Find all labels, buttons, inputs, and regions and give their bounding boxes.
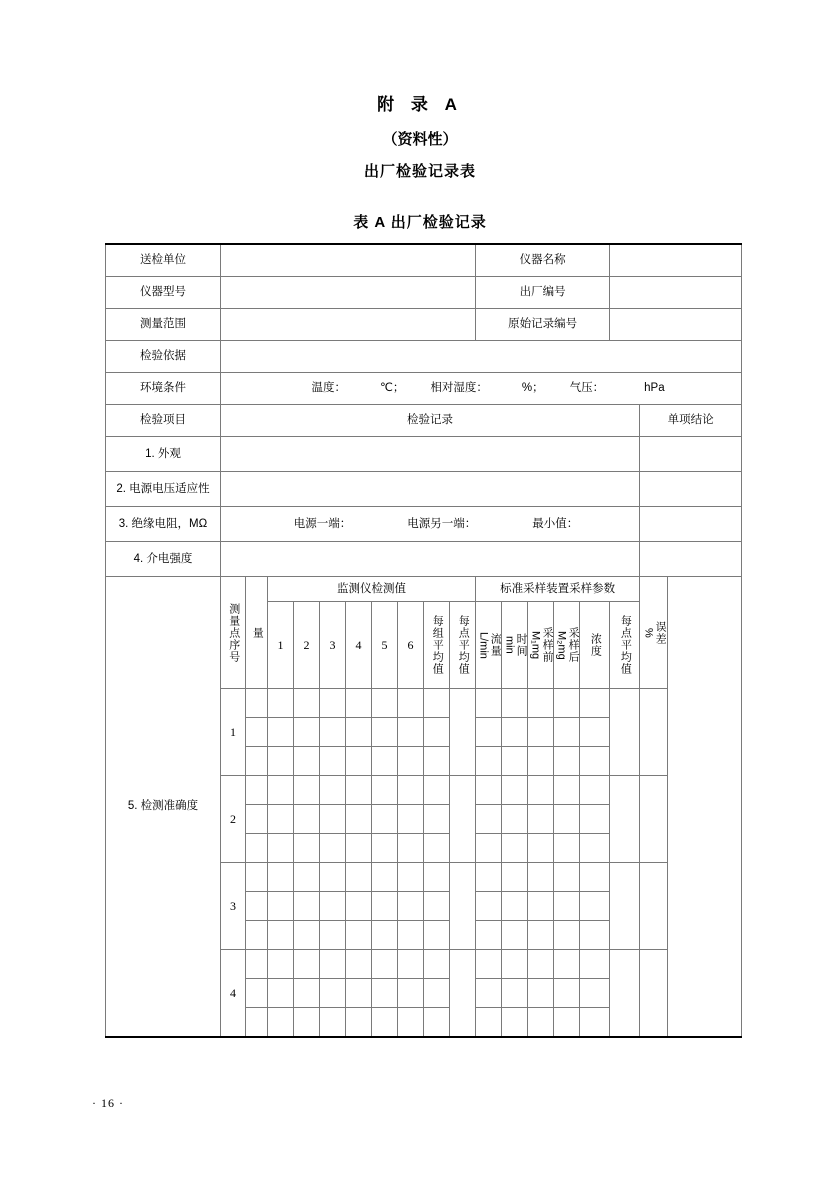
cell-flow-rate[interactable] [476, 805, 502, 834]
cell-reading-6[interactable] [398, 1008, 424, 1038]
col-header-pre-sampling-mass: 采样前 M₁mg [528, 602, 554, 689]
cell-reading-4[interactable] [346, 979, 372, 1008]
cell-reading-2[interactable] [294, 718, 320, 747]
cell-point-average-sampler[interactable] [610, 863, 640, 950]
cell-reading-4[interactable] [346, 805, 372, 834]
cell-sampling-time[interactable] [502, 921, 528, 950]
cell-concentration[interactable] [580, 892, 610, 921]
cell-point-average-sampler[interactable] [610, 776, 640, 863]
table-row [106, 405, 742, 437]
cell-group-average[interactable] [424, 892, 450, 921]
cell-point-average-monitor[interactable] [450, 689, 476, 776]
cell-post-sampling-mass[interactable] [554, 805, 580, 834]
cell-flow-rate[interactable] [476, 1008, 502, 1038]
col-header-sampling-time: 时间 min [502, 602, 528, 689]
cell-flow-rate[interactable] [476, 689, 502, 718]
table-row [106, 472, 742, 507]
cell-group-average[interactable] [424, 805, 450, 834]
cell-post-sampling-mass[interactable] [554, 979, 580, 1008]
cell-reading-4[interactable] [346, 776, 372, 805]
group-header-monitor-readings: 监测仪检测值 [268, 577, 476, 602]
item-appearance-record[interactable] [221, 437, 640, 472]
col-header-error: 误差 % [640, 577, 668, 689]
col-header-point-average-sampler: 每点平均值 [610, 602, 640, 689]
cell-reading-3[interactable] [320, 747, 346, 776]
cell-quantity[interactable] [246, 921, 268, 950]
table-row [106, 244, 742, 277]
cell-reading-4[interactable] [346, 950, 372, 979]
value-environment-conditions[interactable] [221, 373, 742, 405]
cell-reading-1[interactable] [268, 805, 294, 834]
cell-reading-3[interactable] [320, 776, 346, 805]
cell-reading-4[interactable] [346, 747, 372, 776]
cell-pre-sampling-mass[interactable] [528, 979, 554, 1008]
cell-reading-1[interactable] [268, 776, 294, 805]
cell-point-average-sampler[interactable] [610, 689, 640, 776]
temperature-label: 温度： [311, 382, 346, 395]
cell-reading-3[interactable] [320, 863, 346, 892]
label-sending-unit: 送检单位 [106, 244, 221, 277]
item-voltage-adaptability-conclusion[interactable] [640, 472, 742, 507]
label-environment-conditions: 环境条件 [106, 373, 221, 405]
cell-reading-4[interactable] [346, 689, 372, 718]
cell-quantity[interactable] [246, 979, 268, 1008]
cell-reading-3[interactable] [320, 921, 346, 950]
cell-reading-4[interactable] [346, 718, 372, 747]
item-appearance-label: 1. 外观 [106, 437, 221, 472]
cell-flow-rate[interactable] [476, 892, 502, 921]
cell-reading-2[interactable] [294, 1008, 320, 1038]
item-insulation-resistance-conclusion[interactable] [640, 507, 742, 542]
col-header-reading-2: 2 [294, 602, 320, 689]
cell-reading-3[interactable] [320, 892, 346, 921]
cell-post-sampling-mass[interactable] [554, 863, 580, 892]
cell-reading-3[interactable] [320, 950, 346, 979]
value-factory-number[interactable] [610, 277, 742, 309]
cell-concentration[interactable] [580, 689, 610, 718]
cell-error[interactable] [640, 950, 668, 1038]
form-name-title: 出厂检验记录表 [363, 163, 476, 180]
cell-concentration[interactable] [580, 834, 610, 863]
cell-reading-5[interactable] [372, 950, 398, 979]
cell-sampling-time[interactable] [502, 979, 528, 1008]
item-dielectric-strength-record[interactable] [221, 542, 640, 577]
cell-post-sampling-mass[interactable] [554, 689, 580, 718]
cell-reading-3[interactable] [320, 718, 346, 747]
informative-label: （资料性） [382, 131, 458, 148]
cell-post-sampling-mass[interactable] [554, 921, 580, 950]
cell-reading-3[interactable] [320, 1008, 346, 1038]
label-inspection-record: 检验记录 [221, 405, 640, 437]
cell-concentration[interactable] [580, 979, 610, 1008]
cell-post-sampling-mass[interactable] [554, 776, 580, 805]
cell-post-sampling-mass[interactable] [554, 747, 580, 776]
cell-error[interactable] [640, 689, 668, 776]
cell-group-average[interactable] [424, 863, 450, 892]
cell-point-average-monitor[interactable] [450, 863, 476, 950]
cell-reading-2[interactable] [294, 747, 320, 776]
cell-post-sampling-mass[interactable] [554, 718, 580, 747]
col-header-flow-rate: 流量 L/min [476, 602, 502, 689]
value-instrument-name[interactable] [610, 244, 742, 277]
cell-sampling-time[interactable] [502, 863, 528, 892]
cell-reading-5[interactable] [372, 689, 398, 718]
pressure-label: 气压： [569, 382, 605, 395]
item-dielectric-strength-conclusion[interactable] [640, 542, 742, 577]
cell-point-average-monitor[interactable] [450, 776, 476, 863]
appendix-title: 附 录 A [377, 95, 463, 114]
cell-reading-4[interactable] [346, 863, 372, 892]
cell-reading-1[interactable] [268, 921, 294, 950]
value-inspection-basis[interactable] [221, 341, 742, 373]
cell-sampling-time[interactable] [502, 834, 528, 863]
cell-point-average-sampler[interactable] [610, 950, 640, 1038]
cell-pre-sampling-mass[interactable] [528, 863, 554, 892]
cell-group-average[interactable] [424, 834, 450, 863]
cell-point-average-monitor[interactable] [450, 950, 476, 1038]
cell-reading-2[interactable] [294, 950, 320, 979]
cell-reading-2[interactable] [294, 921, 320, 950]
value-instrument-model[interactable] [221, 277, 476, 309]
cell-flow-rate[interactable] [476, 747, 502, 776]
item-detection-accuracy-label: 5. 检测准确度 [106, 577, 221, 1038]
cell-post-sampling-mass[interactable] [554, 950, 580, 979]
cell-reading-1[interactable] [268, 950, 294, 979]
cell-reading-1[interactable] [268, 689, 294, 718]
cell-reading-6[interactable] [398, 979, 424, 1008]
cell-pre-sampling-mass[interactable] [528, 805, 554, 834]
cell-reading-5[interactable] [372, 921, 398, 950]
col-header-quantity: 量 [246, 577, 268, 689]
table-row [106, 437, 742, 472]
label-original-record-number: 原始记录编号 [476, 309, 610, 341]
cell-group-average[interactable] [424, 689, 450, 718]
item-detection-accuracy-conclusion[interactable] [668, 577, 742, 1038]
cell-reading-5[interactable] [372, 892, 398, 921]
cell-reading-6[interactable] [398, 834, 424, 863]
cell-flow-rate[interactable] [476, 776, 502, 805]
cell-quantity[interactable] [246, 834, 268, 863]
cell-quantity[interactable] [246, 805, 268, 834]
cell-reading-2[interactable] [294, 979, 320, 1008]
cell-reading-5[interactable] [372, 863, 398, 892]
cell-group-average[interactable] [424, 747, 450, 776]
item-insulation-resistance-label: 3. 绝缘电阻，MΩ [106, 507, 221, 542]
cell-quantity[interactable] [246, 747, 268, 776]
cell-pre-sampling-mass[interactable] [528, 718, 554, 747]
cell-reading-1[interactable] [268, 1008, 294, 1038]
measurement-point-seq-2: 2 [221, 776, 246, 863]
cell-reading-4[interactable] [346, 834, 372, 863]
cell-group-average[interactable] [424, 718, 450, 747]
cell-pre-sampling-mass[interactable] [528, 834, 554, 863]
page-number: · 16 · [92, 1096, 124, 1110]
cell-concentration[interactable] [580, 718, 610, 747]
cell-quantity[interactable] [246, 689, 268, 718]
cell-group-average[interactable] [424, 1008, 450, 1038]
cell-group-average[interactable] [424, 950, 450, 979]
cell-reading-2[interactable] [294, 805, 320, 834]
cell-reading-4[interactable] [346, 1008, 372, 1038]
cell-concentration[interactable] [580, 747, 610, 776]
cell-reading-3[interactable] [320, 689, 346, 718]
cell-error[interactable] [640, 863, 668, 950]
table-row-accuracy-group-header [106, 577, 742, 602]
table-row [106, 507, 742, 542]
cell-sampling-time[interactable] [502, 776, 528, 805]
cell-concentration[interactable] [580, 776, 610, 805]
cell-pre-sampling-mass[interactable] [528, 892, 554, 921]
cell-sampling-time[interactable] [502, 892, 528, 921]
cell-reading-5[interactable] [372, 718, 398, 747]
col-header-concentration: 浓度 [580, 602, 610, 689]
pressure-unit: hPa [644, 382, 665, 395]
cell-pre-sampling-mass[interactable] [528, 1008, 554, 1038]
measurement-point-seq-4: 4 [221, 950, 246, 1038]
cell-flow-rate[interactable] [476, 834, 502, 863]
cell-sampling-time[interactable] [502, 950, 528, 979]
col-header-reading-5: 5 [372, 602, 398, 689]
table-row [106, 542, 742, 577]
insulation-power-end-b: 电源另一端： [407, 517, 477, 530]
label-measuring-range: 测量范围 [106, 309, 221, 341]
cell-concentration[interactable] [580, 805, 610, 834]
cell-reading-5[interactable] [372, 1008, 398, 1038]
cell-reading-6[interactable] [398, 863, 424, 892]
table-row [106, 277, 742, 309]
cell-sampling-time[interactable] [502, 805, 528, 834]
cell-reading-5[interactable] [372, 979, 398, 1008]
cell-reading-1[interactable] [268, 834, 294, 863]
cell-reading-1[interactable] [268, 747, 294, 776]
cell-flow-rate[interactable] [476, 979, 502, 1008]
cell-group-average[interactable] [424, 921, 450, 950]
cell-post-sampling-mass[interactable] [554, 892, 580, 921]
value-original-record-number[interactable] [610, 309, 742, 341]
item-insulation-resistance-record[interactable] [221, 507, 640, 542]
insulation-power-end-a: 电源一端： [293, 517, 352, 530]
cell-reading-1[interactable] [268, 863, 294, 892]
table-row [106, 341, 742, 373]
cell-post-sampling-mass[interactable] [554, 1008, 580, 1038]
cell-reading-1[interactable] [268, 718, 294, 747]
cell-sampling-time[interactable] [502, 718, 528, 747]
cell-reading-6[interactable] [398, 747, 424, 776]
cell-error[interactable] [640, 776, 668, 863]
cell-reading-6[interactable] [398, 689, 424, 718]
col-header-reading-3: 3 [320, 602, 346, 689]
item-voltage-adaptability-record[interactable] [221, 472, 640, 507]
cell-concentration[interactable] [580, 950, 610, 979]
insulation-min-value: 最小值： [532, 517, 579, 530]
cell-group-average[interactable] [424, 776, 450, 805]
group-header-sampler-parameters: 标准采样装置采样参数 [476, 577, 640, 602]
cell-concentration[interactable] [580, 1008, 610, 1038]
item-appearance-conclusion[interactable] [640, 437, 742, 472]
cell-flow-rate[interactable] [476, 950, 502, 979]
value-measuring-range[interactable] [221, 309, 476, 341]
cell-reading-2[interactable] [294, 863, 320, 892]
label-inspection-basis: 检验依据 [106, 341, 221, 373]
humidity-unit: %； [521, 382, 544, 395]
cell-reading-5[interactable] [372, 834, 398, 863]
cell-sampling-time[interactable] [502, 747, 528, 776]
value-sending-unit[interactable] [221, 244, 476, 277]
cell-reading-6[interactable] [398, 718, 424, 747]
cell-reading-4[interactable] [346, 921, 372, 950]
cell-flow-rate[interactable] [476, 921, 502, 950]
factory-inspection-record-table [105, 243, 742, 1038]
cell-quantity[interactable] [246, 1008, 268, 1038]
cell-reading-3[interactable] [320, 805, 346, 834]
item-dielectric-strength-label: 4. 介电强度 [106, 542, 221, 577]
cell-reading-6[interactable] [398, 892, 424, 921]
cell-flow-rate[interactable] [476, 863, 502, 892]
cell-reading-3[interactable] [320, 834, 346, 863]
cell-pre-sampling-mass[interactable] [528, 950, 554, 979]
cell-group-average[interactable] [424, 979, 450, 1008]
col-header-reading-4: 4 [346, 602, 372, 689]
cell-sampling-time[interactable] [502, 1008, 528, 1038]
cell-reading-6[interactable] [398, 776, 424, 805]
measurement-point-seq-3: 3 [221, 863, 246, 950]
cell-concentration[interactable] [580, 863, 610, 892]
cell-reading-5[interactable] [372, 776, 398, 805]
cell-quantity[interactable] [246, 950, 268, 979]
cell-reading-3[interactable] [320, 979, 346, 1008]
cell-quantity[interactable] [246, 863, 268, 892]
temperature-unit: ℃； [380, 382, 405, 395]
cell-concentration[interactable] [580, 921, 610, 950]
cell-sampling-time[interactable] [502, 689, 528, 718]
table-caption: 表 A 出厂检验记录 [353, 214, 487, 231]
table-row [106, 373, 742, 405]
col-header-measure-point-seq: 测量点序号 [221, 577, 246, 689]
cell-flow-rate[interactable] [476, 718, 502, 747]
cell-pre-sampling-mass[interactable] [528, 689, 554, 718]
cell-reading-5[interactable] [372, 747, 398, 776]
cell-reading-5[interactable] [372, 805, 398, 834]
cell-reading-6[interactable] [398, 950, 424, 979]
label-instrument-name: 仪器名称 [476, 244, 610, 277]
cell-pre-sampling-mass[interactable] [528, 921, 554, 950]
label-instrument-model: 仪器型号 [106, 277, 221, 309]
cell-reading-2[interactable] [294, 892, 320, 921]
cell-reading-1[interactable] [268, 979, 294, 1008]
cell-quantity[interactable] [246, 776, 268, 805]
cell-pre-sampling-mass[interactable] [528, 776, 554, 805]
col-header-reading-6: 6 [398, 602, 424, 689]
cell-reading-2[interactable] [294, 776, 320, 805]
item-voltage-adaptability-label: 2. 电源电压适应性 [106, 472, 221, 507]
col-header-reading-1: 1 [268, 602, 294, 689]
cell-reading-2[interactable] [294, 834, 320, 863]
label-factory-number: 出厂编号 [476, 277, 610, 309]
col-header-point-average-monitor: 每点平均值 [450, 602, 476, 689]
label-single-conclusion: 单项结论 [640, 405, 742, 437]
cell-reading-6[interactable] [398, 805, 424, 834]
humidity-label: 相对湿度： [430, 382, 488, 395]
col-header-post-sampling-mass: 采样后 M₂mg [554, 602, 580, 689]
label-inspection-item: 检验项目 [106, 405, 221, 437]
cell-post-sampling-mass[interactable] [554, 834, 580, 863]
cell-quantity[interactable] [246, 892, 268, 921]
cell-quantity[interactable] [246, 718, 268, 747]
measurement-point-seq-1: 1 [221, 689, 246, 776]
cell-reading-4[interactable] [346, 892, 372, 921]
cell-pre-sampling-mass[interactable] [528, 747, 554, 776]
col-header-group-average: 每组平均值 [424, 602, 450, 689]
cell-reading-6[interactable] [398, 921, 424, 950]
table-row [106, 309, 742, 341]
cell-reading-2[interactable] [294, 689, 320, 718]
cell-reading-1[interactable] [268, 892, 294, 921]
